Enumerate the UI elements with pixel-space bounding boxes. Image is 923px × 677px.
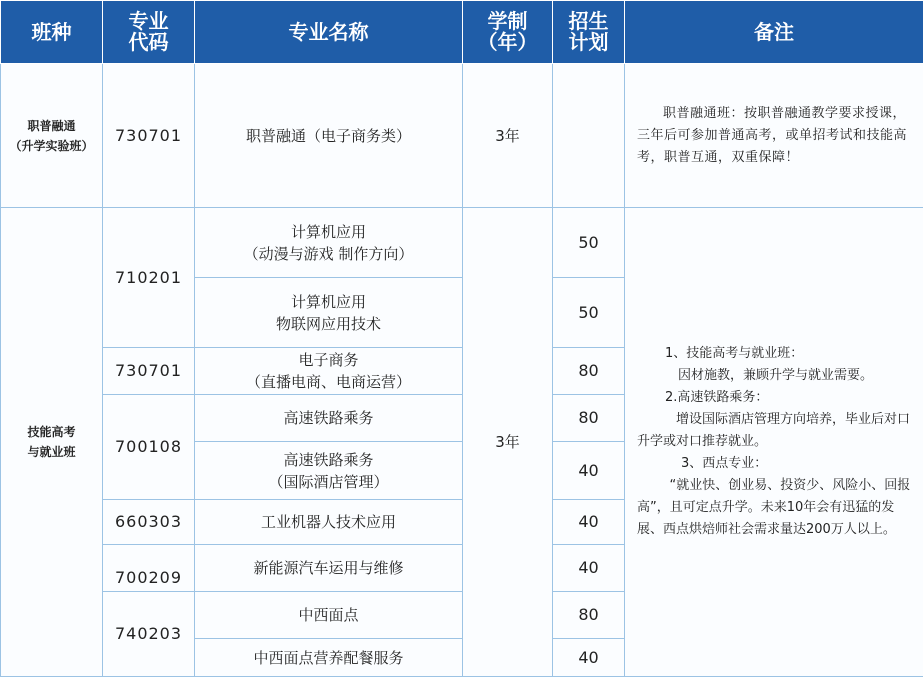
note-line: “就业快、创业易、投资少、风险小、回报高”，且可定点升学。未来10年会有迅猛的发展、西点烘焙师社会需求量达200万人以上。 [637,475,915,541]
header-years-line2: （年） [463,32,552,53]
class-label-line2: （升学实验班） [1,136,102,156]
code-cell: 660303 [103,500,195,545]
header-plan [553,1,625,64]
plan-cell: 80 [553,592,625,639]
plan-cell: 40 [553,639,625,677]
major-cell: 职普融通（电子商务类） [195,64,463,208]
header-note: 备注 [625,1,923,64]
code-cell: 730701 [103,348,195,395]
class-label-line1: 职普融通 [1,116,102,136]
header-years [463,1,553,64]
plan-cell: 50 [553,278,625,348]
class-label-line2: 与就业班 [1,442,102,462]
plan-cell: 40 [553,442,625,500]
note-line: 2.高速铁路乘务： [665,387,915,409]
header-code-line1: 专业 [103,11,194,32]
major-cell: 工业机器人技术应用 [195,500,463,545]
major-line1: 电子商务 [195,349,462,371]
major-cell: 中西面点 [195,592,463,639]
plan-cell [553,64,625,208]
major-cell [195,208,463,278]
code-cell: 700108 [103,395,195,500]
note-cell [625,64,923,208]
plan-cell: 80 [553,395,625,442]
plan-cell: 50 [553,208,625,278]
note-cell [625,208,923,677]
major-line2: （国际酒店管理） [195,471,462,493]
class-cell [1,64,103,208]
code-cell: 700209 [103,545,195,592]
years-cell: 3年 [463,64,553,208]
major-cell [195,278,463,348]
major-line1: 计算机应用 [195,291,462,313]
plan-cell: 40 [553,500,625,545]
class-cell [1,208,103,677]
major-line2: 物联网应用技术 [195,313,462,335]
table-row [1,208,923,278]
major-cell [195,442,463,500]
years-cell: 3年 [463,208,553,677]
major-line1: 计算机应用 [195,221,462,243]
note-line: 3、西点专业： [637,453,915,475]
header-code-line2: 代码 [103,32,194,53]
major-line2: （动漫与游戏 制作方向） [195,243,462,265]
major-cell: 新能源汽车运用与维修 [195,545,463,592]
note-line: 增设国际酒店管理方向培养，毕业后对口升学或对口推荐就业。 [637,409,915,453]
major-line1: 高速铁路乘务 [195,449,462,471]
code-cell: 710201 [103,208,195,348]
header-major-name: 专业名称 [195,1,463,64]
table-row [1,64,923,208]
major-line2: （直播电商、电商运营） [195,371,462,393]
note-line: 因材施教，兼顾升学与就业需要。 [665,365,915,387]
header-code [103,1,195,64]
major-cell: 高速铁路乘务 [195,395,463,442]
code-cell: 730701 [103,64,195,208]
header-plan-line2: 计划 [553,32,624,53]
plan-cell: 80 [553,348,625,395]
header-row [1,1,923,64]
plan-cell: 40 [553,545,625,592]
header-years-line1: 学制 [463,11,552,32]
note-line: 1、技能高考与就业班： [665,343,915,365]
note-text: 职普融通班：按职普融通教学要求授课，三年后可参加普通高考，或单招考试和技能高考，职普互通，双重保障！ [637,103,915,169]
header-class: 班种 [1,1,103,64]
major-cell: 中西面点营养配餐服务 [195,639,463,677]
code-cell: 740203 [103,592,195,677]
class-label-line1: 技能高考 [1,422,102,442]
note-list [637,343,915,409]
header-plan-line1: 招生 [553,11,624,32]
major-cell [195,348,463,395]
